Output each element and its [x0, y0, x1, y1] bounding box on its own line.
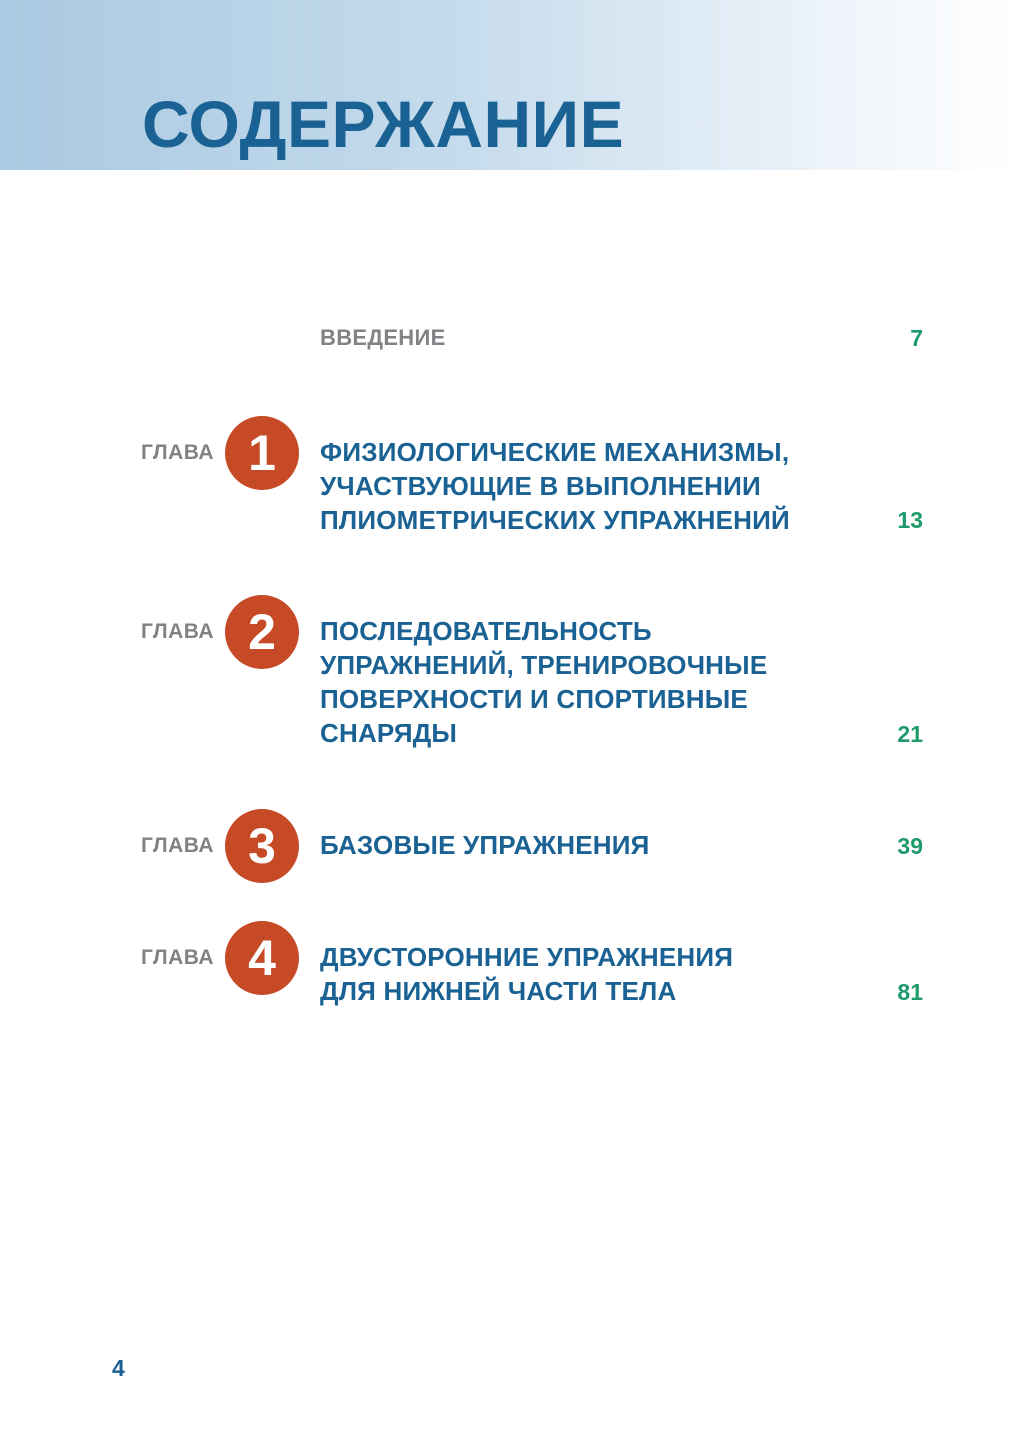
chapter-1-word: ГЛАВА — [141, 441, 215, 464]
chapter-1-title-line-3: ПЛИОМЕТРИЧЕСКИХ УПРАЖНЕНИЙ — [320, 505, 790, 535]
chapter-2-number-badge: 2 — [225, 595, 299, 669]
chapter-4-title-line-2: ДЛЯ НИЖНЕЙ ЧАСТИ ТЕЛА — [320, 976, 677, 1006]
chapter-1-title-line-2: УЧАСТВУЮЩИЕ В ВЫПОЛНЕНИИ — [320, 471, 761, 501]
chapter-1-title-line-1: ФИЗИОЛОГИЧЕСКИЕ МЕХАНИЗМЫ, — [320, 437, 790, 467]
chapter-2-title-line-1: ПОСЛЕДОВАТЕЛЬНОСТЬ — [320, 616, 652, 646]
chapter-1-number-badge: 1 — [225, 416, 299, 490]
page-title: СОДЕРЖАНИЕ — [142, 87, 625, 161]
chapter-2-title-line-2: УПРАЖНЕНИЙ, ТРЕНИРОВОЧНЫЕ — [320, 650, 768, 680]
chapter-2-page-number: 21 — [897, 721, 923, 747]
chapter-3-page-number: 39 — [897, 833, 923, 859]
chapter-1-page-number: 13 — [897, 507, 923, 533]
chapter-2-title-line-3: ПОВЕРХНОСТИ И СПОРТИВНЫЕ — [320, 684, 748, 714]
chapter-2-word: ГЛАВА — [141, 620, 215, 643]
chapter-1-title[interactable] — [320, 435, 840, 537]
chapter-4-title[interactable] — [320, 940, 840, 1008]
intro-page-number: 7 — [910, 325, 923, 351]
chapter-4-number-badge: 4 — [225, 921, 299, 995]
intro-label[interactable]: ВВЕДЕНИЕ — [320, 325, 446, 350]
chapter-4-word: ГЛАВА — [141, 946, 215, 969]
chapter-4-page-number: 81 — [897, 979, 923, 1005]
chapter-3-title[interactable] — [320, 828, 840, 862]
footer-page-number: 4 — [112, 1355, 125, 1381]
chapter-4-title-line-1: ДВУСТОРОННИЕ УПРАЖНЕНИЯ — [320, 942, 734, 972]
chapter-2-title[interactable] — [320, 614, 840, 750]
chapter-3-title-line-1: БАЗОВЫЕ УПРАЖНЕНИЯ — [320, 830, 650, 860]
chapter-3-word: ГЛАВА — [141, 834, 215, 857]
chapter-3-number-badge: 3 — [225, 809, 299, 883]
chapter-2-title-line-4: СНАРЯДЫ — [320, 718, 458, 748]
